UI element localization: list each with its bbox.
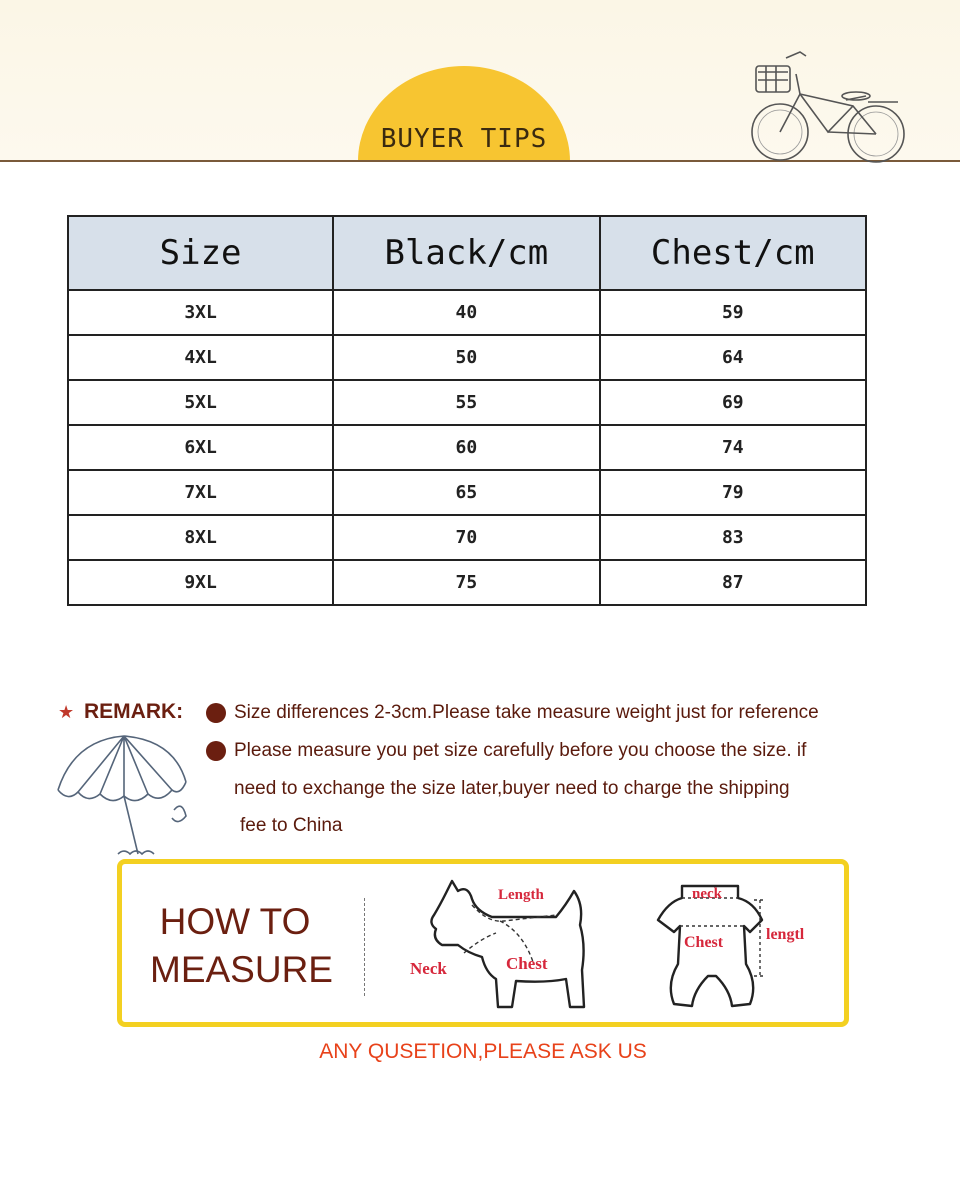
column-header-size: Size — [68, 216, 333, 290]
how-to-measure-line-2: MEASURE — [150, 949, 333, 990]
table-row — [68, 335, 866, 380]
cell-chest: 74 — [600, 425, 866, 470]
remark-line-1: Size differences 2-3cm.Please take measure weight just for reference — [234, 702, 819, 723]
remark-line-3: need to exchange the size later,buyer need to charge the shipping — [234, 778, 790, 799]
clothing-measure-diagram — [650, 880, 830, 1015]
remark-label: REMARK: — [84, 700, 184, 723]
dashed-divider — [364, 898, 365, 996]
star-icon: ★ — [58, 702, 75, 722]
table-row — [68, 560, 866, 605]
dog-chest-label: Chest — [506, 954, 548, 973]
cell-chest: 64 — [600, 335, 866, 380]
table-row — [68, 425, 866, 470]
cell-black: 50 — [333, 335, 599, 380]
bullet-icon — [206, 703, 226, 723]
cell-size: 8XL — [68, 515, 333, 560]
size-chart-table — [67, 215, 867, 606]
table-row — [68, 380, 866, 425]
cell-black: 70 — [333, 515, 599, 560]
cell-chest: 59 — [600, 290, 866, 335]
dog-measure-diagram — [406, 875, 606, 1020]
contact-footer-text: ANY QUSETION,PLEASE ASK US — [319, 1040, 647, 1063]
cell-size: 4XL — [68, 335, 333, 380]
cell-size: 3XL — [68, 290, 333, 335]
cell-chest: 79 — [600, 470, 866, 515]
cell-size: 7XL — [68, 470, 333, 515]
cell-size: 6XL — [68, 425, 333, 470]
cell-black: 40 — [333, 290, 599, 335]
buyer-tips-title: BUYER TIPS — [380, 124, 548, 154]
cell-black: 65 — [333, 470, 599, 515]
dog-neck-label: Neck — [410, 959, 447, 978]
remark-line-4: fee to China — [240, 815, 343, 836]
table-row — [68, 515, 866, 560]
cell-black: 75 — [333, 560, 599, 605]
how-to-measure-line-1: HOW TO — [159, 901, 311, 942]
column-header-chest: Chest/cm — [600, 216, 866, 290]
umbrella-icon — [54, 730, 194, 862]
cell-size: 9XL — [68, 560, 333, 605]
cell-black: 55 — [333, 380, 599, 425]
cell-chest: 83 — [600, 515, 866, 560]
remark-line-2: Please measure you pet size carefully before you choose the size. if — [234, 740, 807, 761]
cell-size: 5XL — [68, 380, 333, 425]
table-row — [68, 290, 866, 335]
cloth-chest-label: Chest — [684, 934, 724, 951]
cloth-neck-label: neck — [692, 886, 722, 902]
bullet-icon — [206, 741, 226, 761]
cell-chest: 69 — [600, 380, 866, 425]
how-to-measure-title — [150, 898, 333, 994]
table-row — [68, 470, 866, 515]
column-header-black: Black/cm — [333, 216, 599, 290]
cloth-length-label: lengtl — [766, 926, 805, 943]
table-header-row — [68, 216, 866, 290]
dog-length-label: Length — [498, 887, 544, 903]
bicycle-icon — [748, 44, 918, 164]
cell-black: 60 — [333, 425, 599, 470]
cell-chest: 87 — [600, 560, 866, 605]
